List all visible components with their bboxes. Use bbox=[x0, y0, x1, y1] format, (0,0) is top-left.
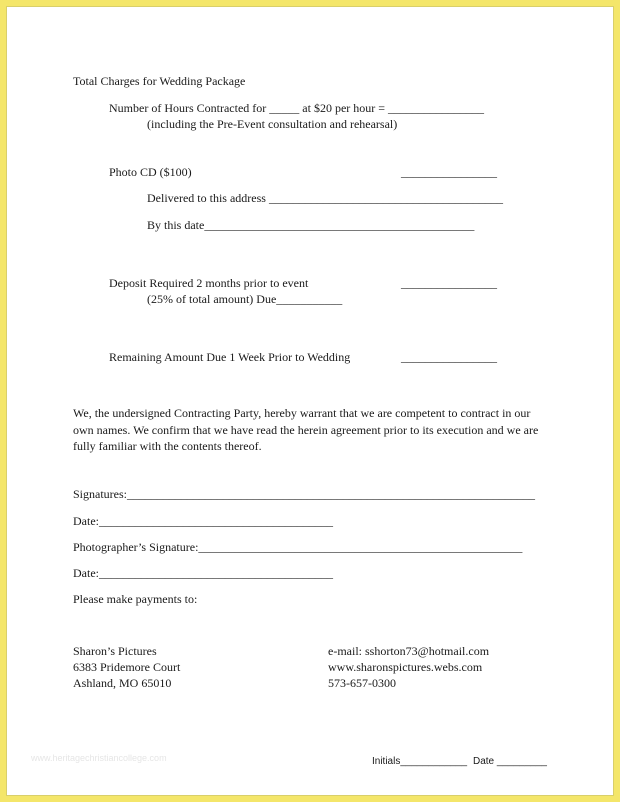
street-address: 6383 Pridemore Court bbox=[73, 660, 181, 674]
contact-website: www.sharonspictures.webs.com bbox=[328, 660, 483, 674]
remaining-blank: ________________ bbox=[401, 350, 497, 364]
deposit-label: Deposit Required 2 months prior to event bbox=[109, 276, 309, 290]
by-date-line: By this date_____________________________________________ bbox=[147, 218, 475, 232]
initials-line: Initials____________ bbox=[372, 756, 468, 767]
hours-note: (including the Pre-Event consultation and rehearsal) bbox=[147, 117, 398, 131]
watermark-text: www.heritagechristiancollege.com bbox=[31, 753, 167, 763]
delivered-address-line: Delivered to this address _______________________________________ bbox=[147, 191, 503, 205]
contract-page bbox=[6, 6, 614, 796]
hours-line: Number of Hours Contracted for _____ at $20 per hour = ________________ bbox=[109, 101, 485, 115]
date-line-2: Date:_______________________________________ bbox=[73, 566, 333, 580]
warranty-paragraph: We, the undersigned Contracting Party, hereby warrant that we are competent to contract in our own names. We confirm that we have read the herein agreement prior to its execution and we are fully familiar with the contents thereof. bbox=[73, 406, 539, 453]
date-line-1: Date:_______________________________________ bbox=[73, 514, 333, 528]
remaining-label: Remaining Amount Due 1 Week Prior to Wedding bbox=[109, 350, 351, 364]
contact-phone: 573-657-0300 bbox=[328, 676, 396, 690]
business-name: Sharon’s Pictures bbox=[73, 644, 157, 658]
photo-cd-blank: ________________ bbox=[401, 165, 497, 179]
deposit-note: (25% of total amount) Due___________ bbox=[147, 292, 343, 306]
signatures-line: Signatures:____________________________________________________________________ bbox=[73, 487, 535, 501]
photo-cd-label: Photo CD ($100) bbox=[109, 165, 192, 179]
payments-label: Please make payments to: bbox=[73, 592, 198, 606]
deposit-blank: ________________ bbox=[401, 276, 497, 290]
city-state-zip: Ashland, MO 65010 bbox=[73, 676, 172, 690]
section-title: Total Charges for Wedding Package bbox=[73, 74, 246, 88]
footer-date-line: Date _________ bbox=[473, 756, 547, 767]
photographer-signature-line: Photographer’s Signature:______________________________________________________ bbox=[73, 540, 523, 554]
contact-email: e-mail: sshorton73@hotmail.com bbox=[328, 644, 490, 658]
